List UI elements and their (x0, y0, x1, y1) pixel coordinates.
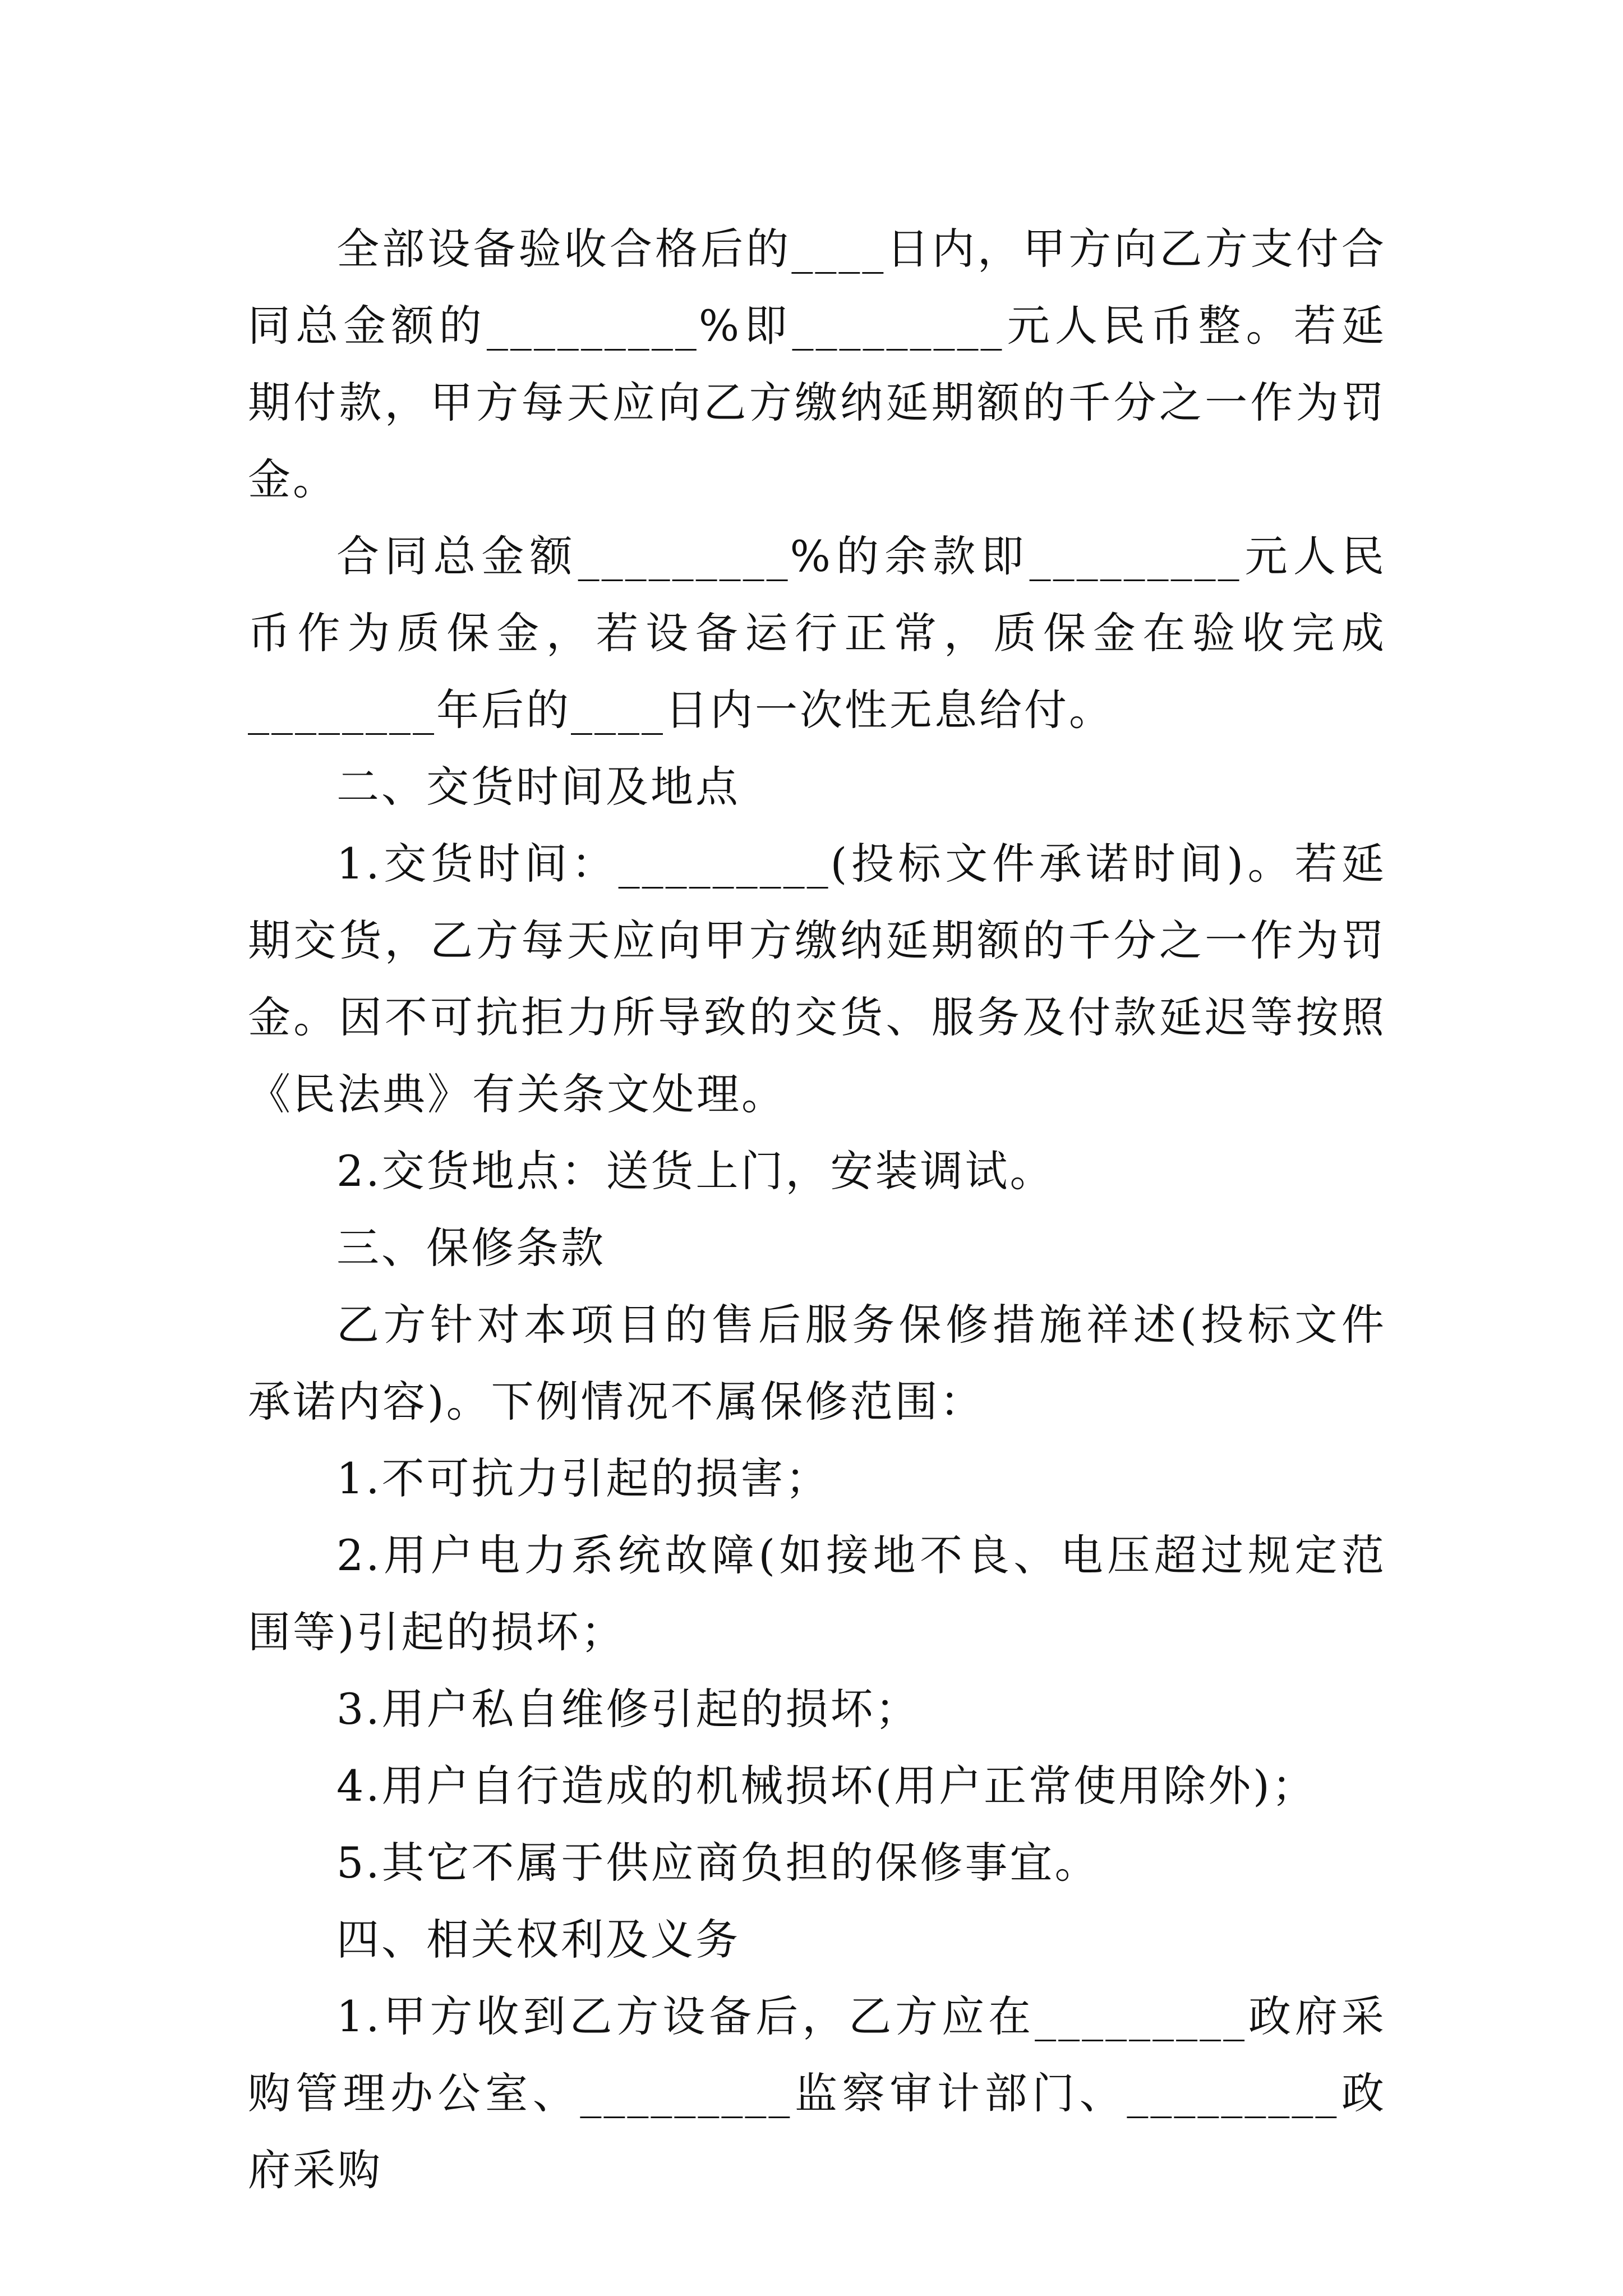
paragraph-delivery-location: 2.交货地点：送货上门，安装调试。 (336, 1146, 1055, 1196)
section-heading-delivery: 二、交货时间及地点 (336, 762, 740, 812)
list-item-force-majeure: 1.不可抗力引起的损害； (336, 1453, 831, 1503)
list-item-other-exclusions: 5.其它不属于供应商负担的保修事宜。 (336, 1838, 1100, 1888)
paragraph-warranty-deposit: 合同总金额_________%的余款即_________元人民币作为质保金，若设备运行正常，质保金在验收完成________年后的____日内一次性无息给付。 (248, 531, 1386, 735)
list-item-private-repair: 3.用户私自维修引起的损坏； (336, 1684, 920, 1734)
paragraph-final-payment: 全部设备验收合格后的____日内，甲方向乙方支付合同总金额的_________%即_________元人民币整。若延期付款，甲方每天应向乙方缴纳延期额的千分之一作为罚金。 (248, 224, 1386, 504)
section-heading-rights: 四、相关权利及义务 (336, 1915, 740, 1964)
paragraph-rights-1: 1.甲方收到乙方设备后，乙方应在_________政府采购管理办公室、_________监察审计部门、_________政府采购 (248, 1991, 1386, 2195)
document-body (248, 210, 1386, 2208)
paragraph-delivery-time: 1.交货时间：_________(投标文件承诺时间)。若延期交货，乙方每天应向甲方缴纳延期额的千分之一作为罚金。因不可抗拒力所导致的交货、服务及付款延迟等按照《民法典》有关条文处理。 (248, 839, 1386, 1119)
list-item-power-failure: 2.用户电力系统故障(如接地不良、电压超过规定范围等)引起的损坏； (248, 1530, 1386, 1657)
list-item-mechanical-damage: 4.用户自行造成的机械损坏(用户正常使用除外)； (336, 1761, 1317, 1811)
paragraph-warranty-intro: 乙方针对本项目的售后服务保修措施祥述(投标文件承诺内容)。下例情况不属保修范围： (248, 1300, 1386, 1427)
section-heading-warranty: 三、保修条款 (336, 1223, 606, 1273)
